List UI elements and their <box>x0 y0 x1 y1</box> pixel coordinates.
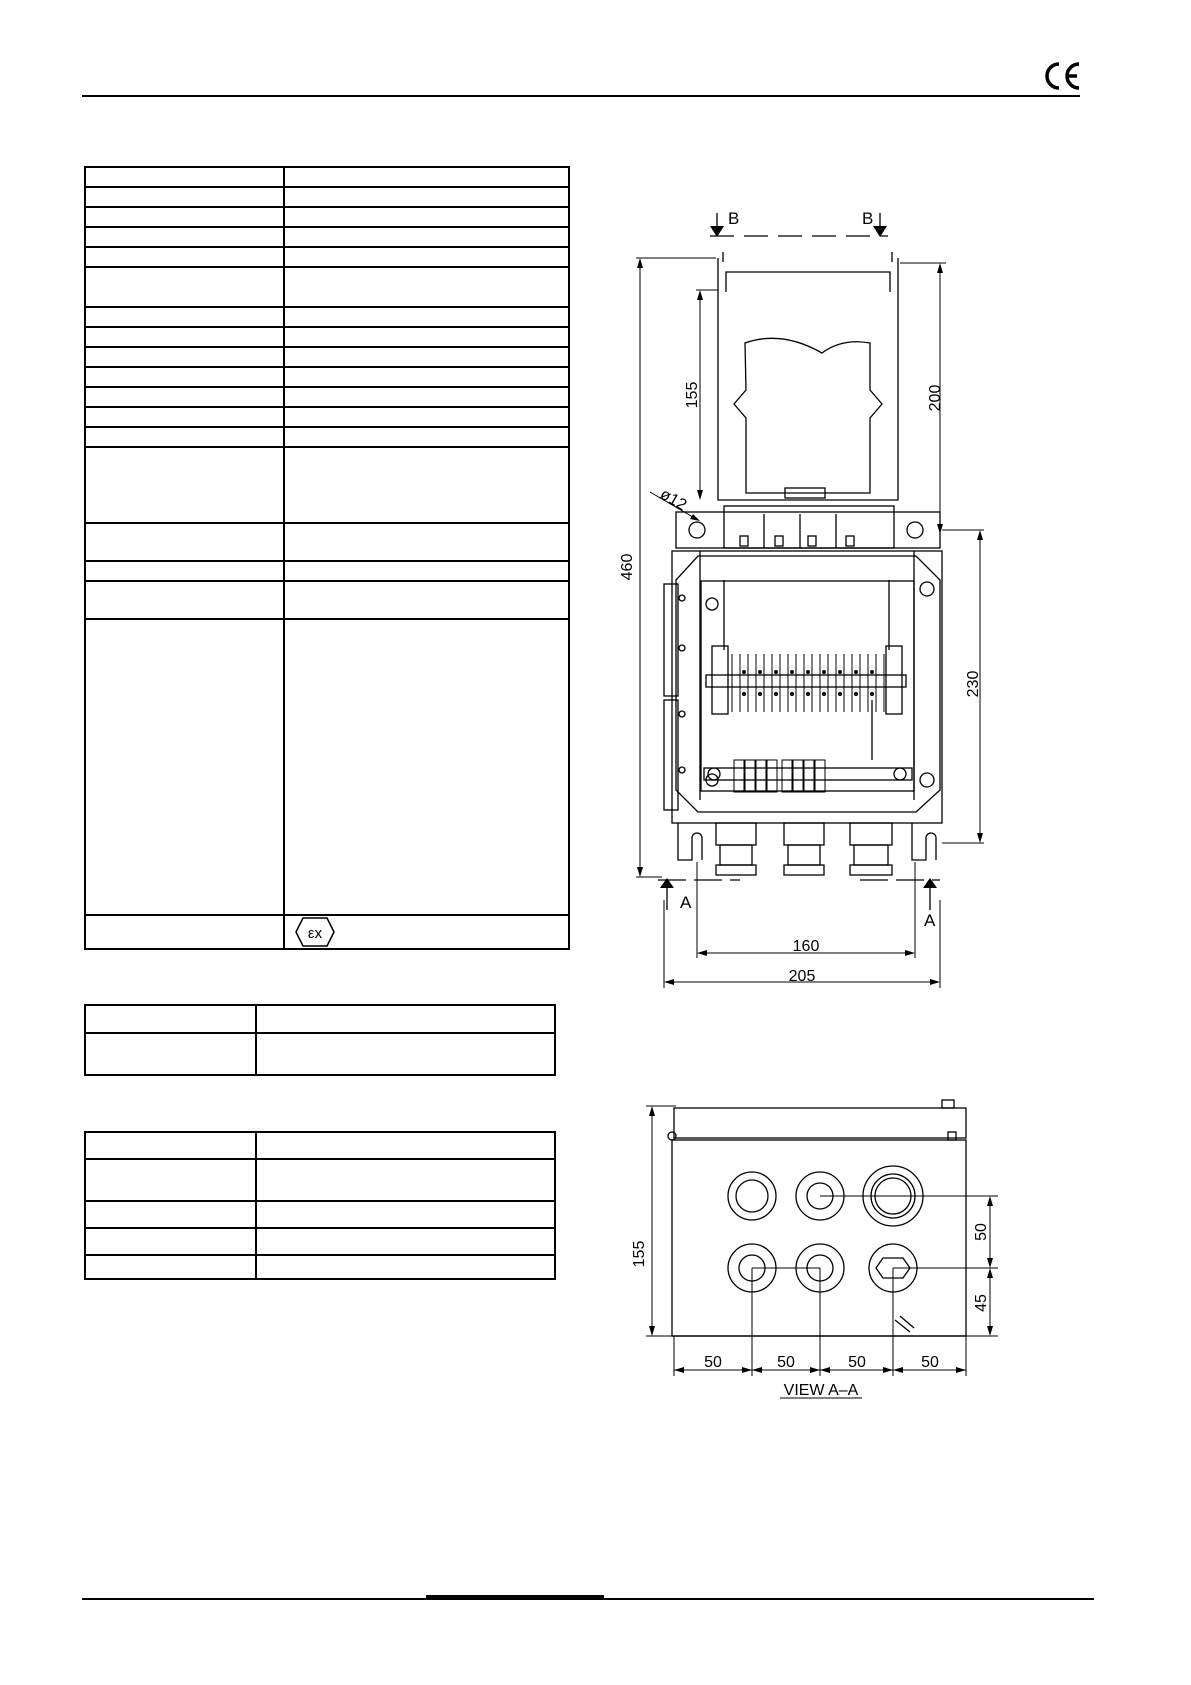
table-row <box>85 207 569 227</box>
view-label: VIEW A–A <box>783 1382 859 1399</box>
footer-accent-bar <box>426 1595 604 1599</box>
section-b-right-label: B <box>862 209 874 228</box>
dim-50-d: 50 <box>921 1354 939 1371</box>
table-row <box>85 347 569 367</box>
dimension-labels-front <box>619 382 982 985</box>
section-b-left-label: B <box>728 209 740 228</box>
table-row <box>85 267 569 307</box>
table-row <box>85 1255 555 1279</box>
table-row <box>85 1033 555 1075</box>
dim-230: 230 <box>965 670 982 698</box>
section-a-marker <box>658 878 940 930</box>
spec-table-secondary <box>84 1004 556 1076</box>
dim-50-b: 50 <box>777 1354 795 1371</box>
dim-50-vertical: 50 <box>973 1223 990 1241</box>
spec-table-tertiary <box>84 1131 556 1280</box>
dim-hole-diameter: ø12 <box>657 485 690 515</box>
table-row <box>85 619 569 915</box>
mounting-bracket <box>676 506 940 548</box>
spec-table-main <box>84 166 570 950</box>
dim-460: 460 <box>619 553 636 581</box>
dim-155-front: 155 <box>684 381 701 409</box>
table-row <box>85 227 569 247</box>
terminal-strip <box>704 646 912 792</box>
dim-200: 200 <box>927 384 944 412</box>
table-row <box>85 327 569 347</box>
table-row <box>85 407 569 427</box>
enclosure-side-view <box>668 1100 966 1336</box>
table-row <box>85 561 569 581</box>
ex-symbol-text: εx <box>307 925 323 942</box>
table-row <box>85 1201 555 1228</box>
technical-drawing <box>600 200 1080 1400</box>
ce-mark-icon <box>1042 58 1082 94</box>
section-b-marker <box>710 209 888 237</box>
table-row <box>85 247 569 267</box>
cable-glands-front <box>678 823 936 875</box>
table-row <box>85 1228 555 1255</box>
table-row <box>85 915 569 949</box>
section-a-left-label: A <box>680 893 692 912</box>
dimension-lines-front <box>636 258 984 988</box>
table-row <box>85 1005 555 1033</box>
table-row <box>85 387 569 407</box>
table-row <box>85 427 569 447</box>
dim-155-side: 155 <box>631 1240 648 1268</box>
din-rail-device <box>718 252 898 500</box>
header-rule <box>82 95 1080 97</box>
section-a-right-label: A <box>924 911 936 930</box>
dim-45-vertical: 45 <box>973 1294 990 1312</box>
table-row <box>85 367 569 387</box>
table-row <box>85 167 569 187</box>
table-row <box>85 447 569 523</box>
table-row <box>85 523 569 561</box>
table-row <box>85 1159 555 1201</box>
dimension-lines-side <box>646 1106 998 1398</box>
cable-gland-holes <box>728 1166 923 1332</box>
table-row <box>85 307 569 327</box>
dim-50-a: 50 <box>704 1354 722 1371</box>
dim-160: 160 <box>792 938 820 955</box>
dim-50-c: 50 <box>848 1354 866 1371</box>
table-row <box>85 1132 555 1159</box>
table-row <box>85 581 569 619</box>
dim-205: 205 <box>788 968 816 985</box>
ex-cell <box>284 915 569 949</box>
table-row <box>85 187 569 207</box>
ex-hexagon-icon <box>295 917 335 947</box>
